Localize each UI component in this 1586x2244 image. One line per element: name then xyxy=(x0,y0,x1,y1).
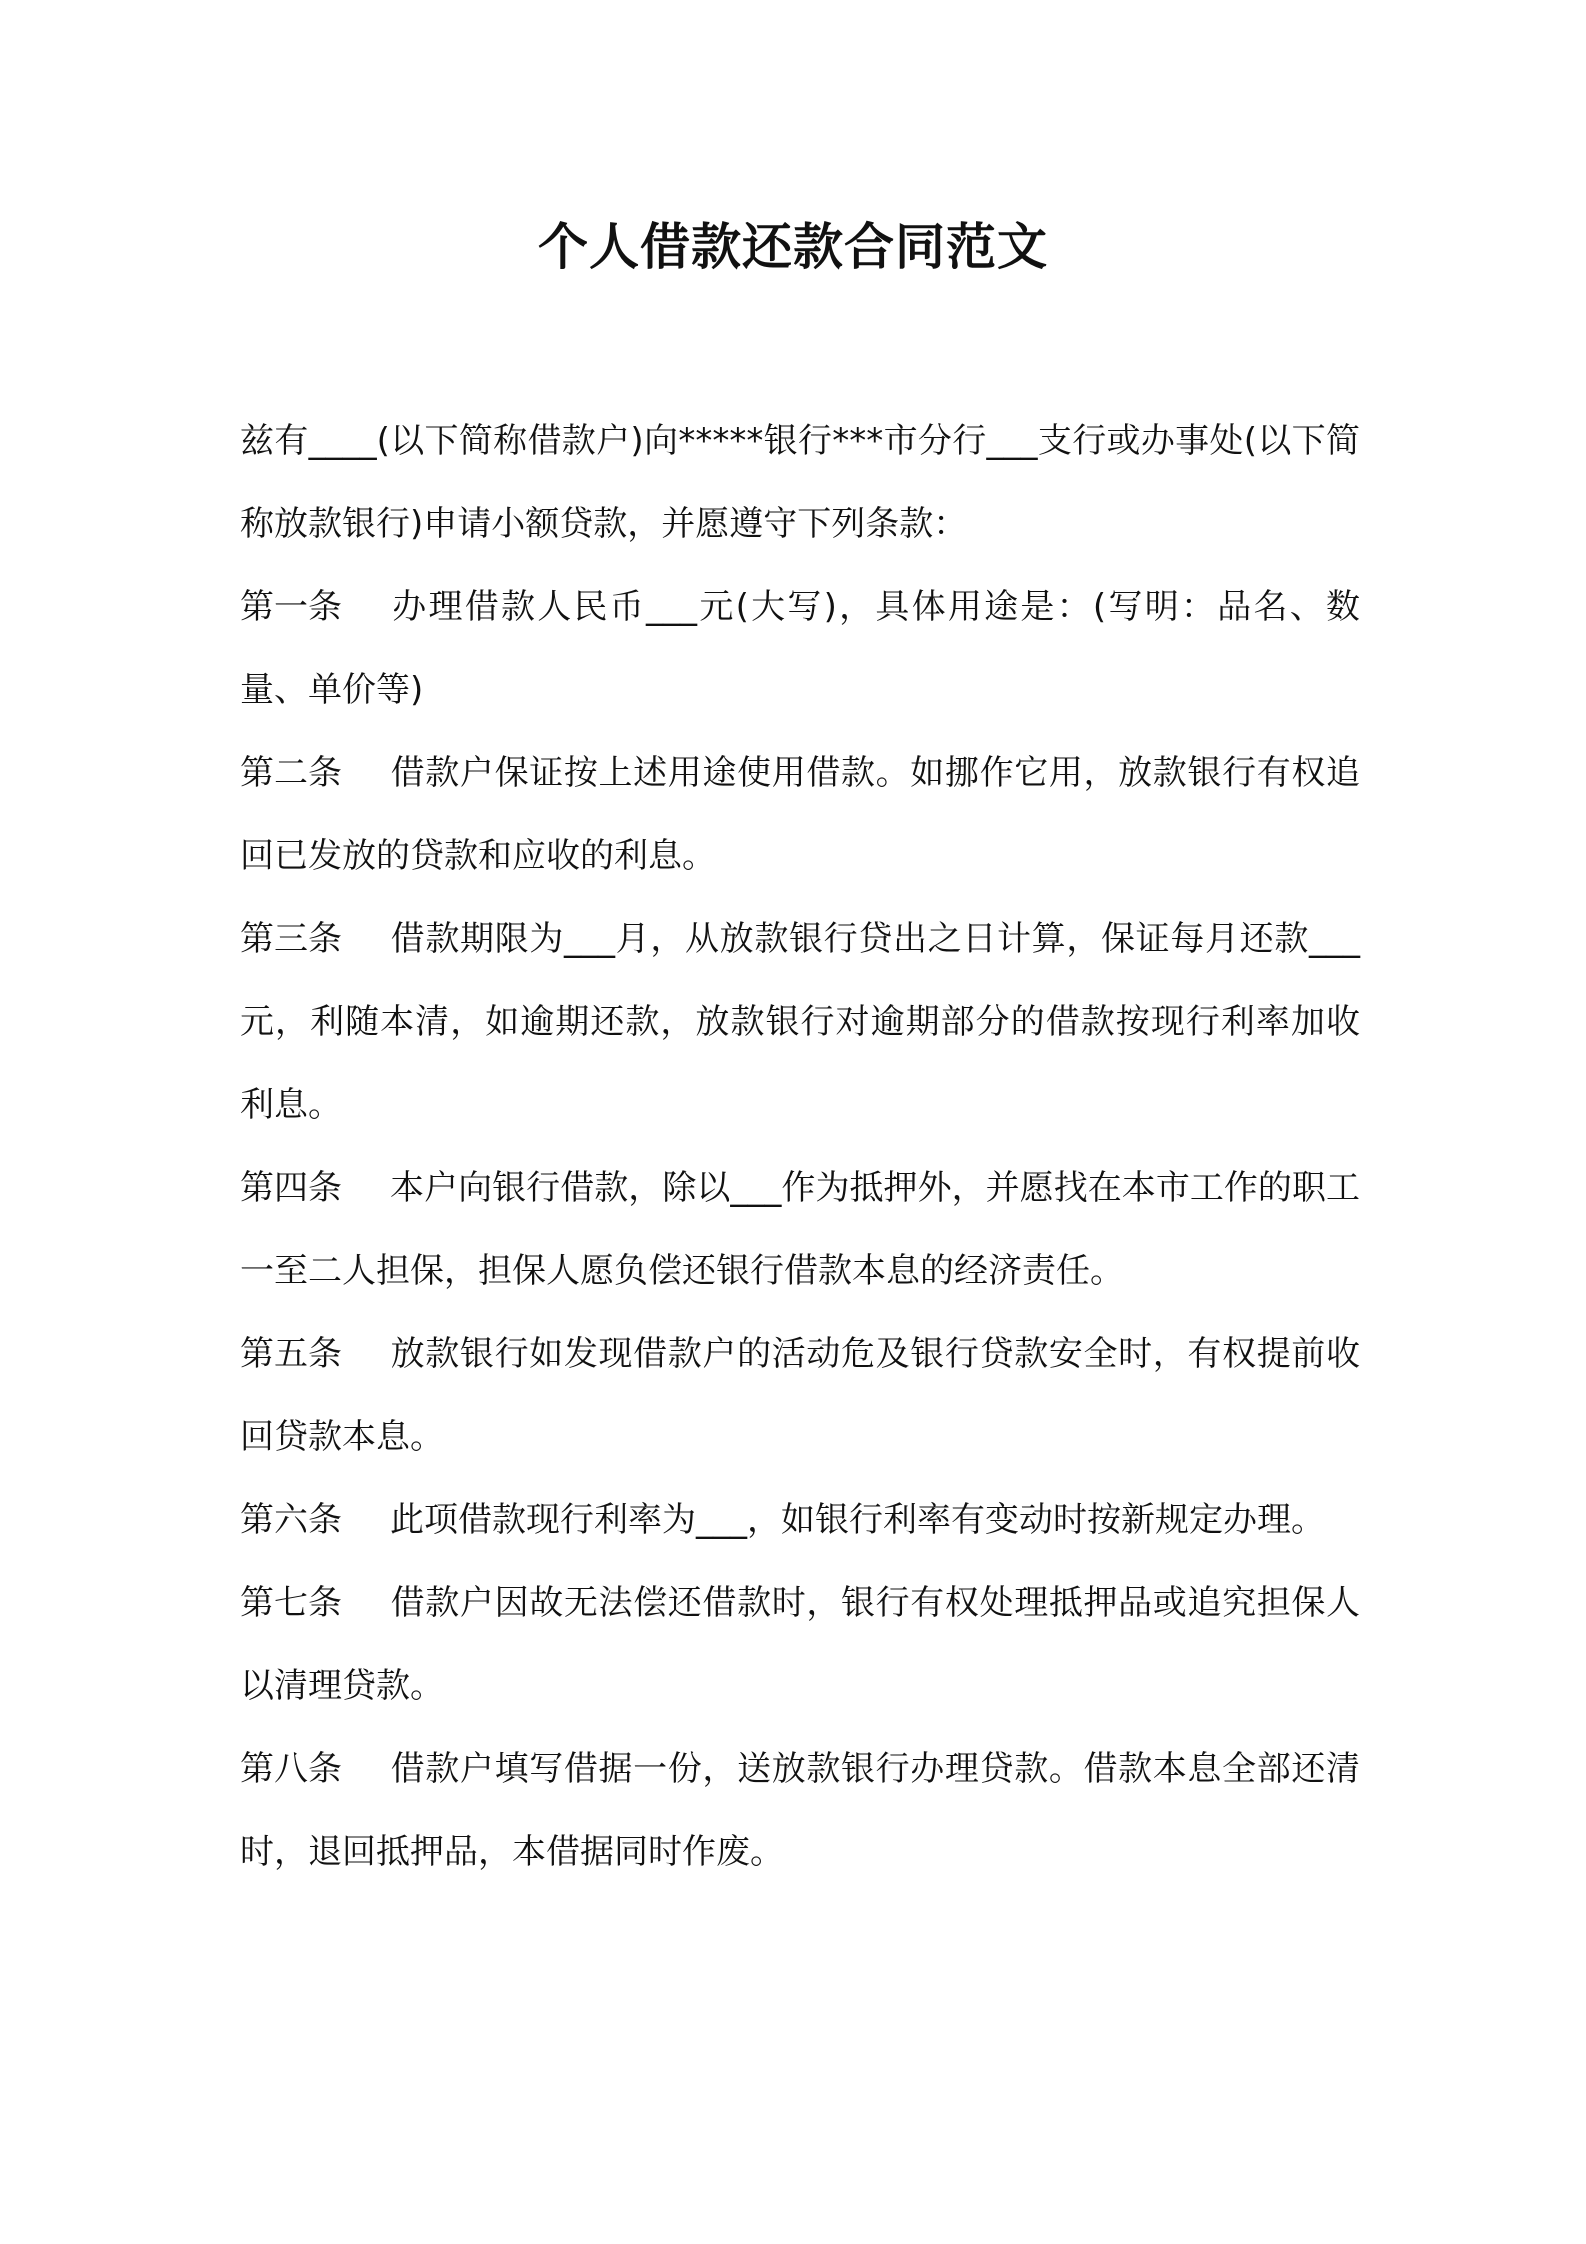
article-number: 第六条 xyxy=(240,1500,342,1540)
article-8 xyxy=(240,1728,1360,1894)
article-3 xyxy=(240,898,1360,1147)
article-6 xyxy=(240,1479,1360,1562)
article-text: 此项借款现行利率为___，如银行利率有变动时按新规定办理。 xyxy=(390,1500,1325,1540)
article-text: 借款户因故无法偿还借款时，银行有权处理抵押品或追究担保人以清理贷款。 xyxy=(240,1583,1360,1706)
article-number: 第七条 xyxy=(240,1583,342,1623)
article-4 xyxy=(240,1147,1360,1313)
article-1 xyxy=(240,566,1360,732)
article-text: 借款期限为___月，从放款银行贷出之日计算，保证每月还款___元，利随本清，如逾期还款，放款银行对逾期部分的借款按现行利率加收利息。 xyxy=(240,919,1360,1125)
article-text: 借款户保证按上述用途使用借款。如挪作它用，放款银行有权追回已发放的贷款和应收的利息。 xyxy=(240,753,1360,876)
article-2 xyxy=(240,732,1360,898)
article-number: 第五条 xyxy=(240,1334,342,1374)
document-body xyxy=(240,400,1360,1894)
article-number: 第一条 xyxy=(240,587,342,627)
article-text: 借款户填写借据一份，送放款银行办理贷款。借款本息全部还清时，退回抵押品，本借据同时作废。 xyxy=(240,1749,1360,1872)
article-7 xyxy=(240,1562,1360,1728)
article-number: 第二条 xyxy=(240,753,342,793)
article-number: 第八条 xyxy=(240,1749,342,1789)
article-text: 办理借款人民币___元(大写)，具体用途是：(写明：品名、数量、单价等) xyxy=(240,587,1360,710)
article-text: 放款银行如发现借款户的活动危及银行贷款安全时，有权提前收回贷款本息。 xyxy=(240,1334,1360,1457)
article-text: 本户向银行借款，除以___作为抵押外，并愿找在本市工作的职工一至二人担保，担保人愿负偿还银行借款本息的经济责任。 xyxy=(240,1168,1360,1291)
document-title: 个人借款还款合同范文 xyxy=(538,218,1048,276)
article-number: 第四条 xyxy=(240,1168,342,1208)
article-5 xyxy=(240,1313,1360,1479)
intro-paragraph: 兹有____(以下简称借款户)向*****银行***市分行___支行或办事处(以下简称放款银行)申请小额贷款，并愿遵守下列条款： xyxy=(240,421,1360,544)
article-number: 第三条 xyxy=(240,919,342,959)
